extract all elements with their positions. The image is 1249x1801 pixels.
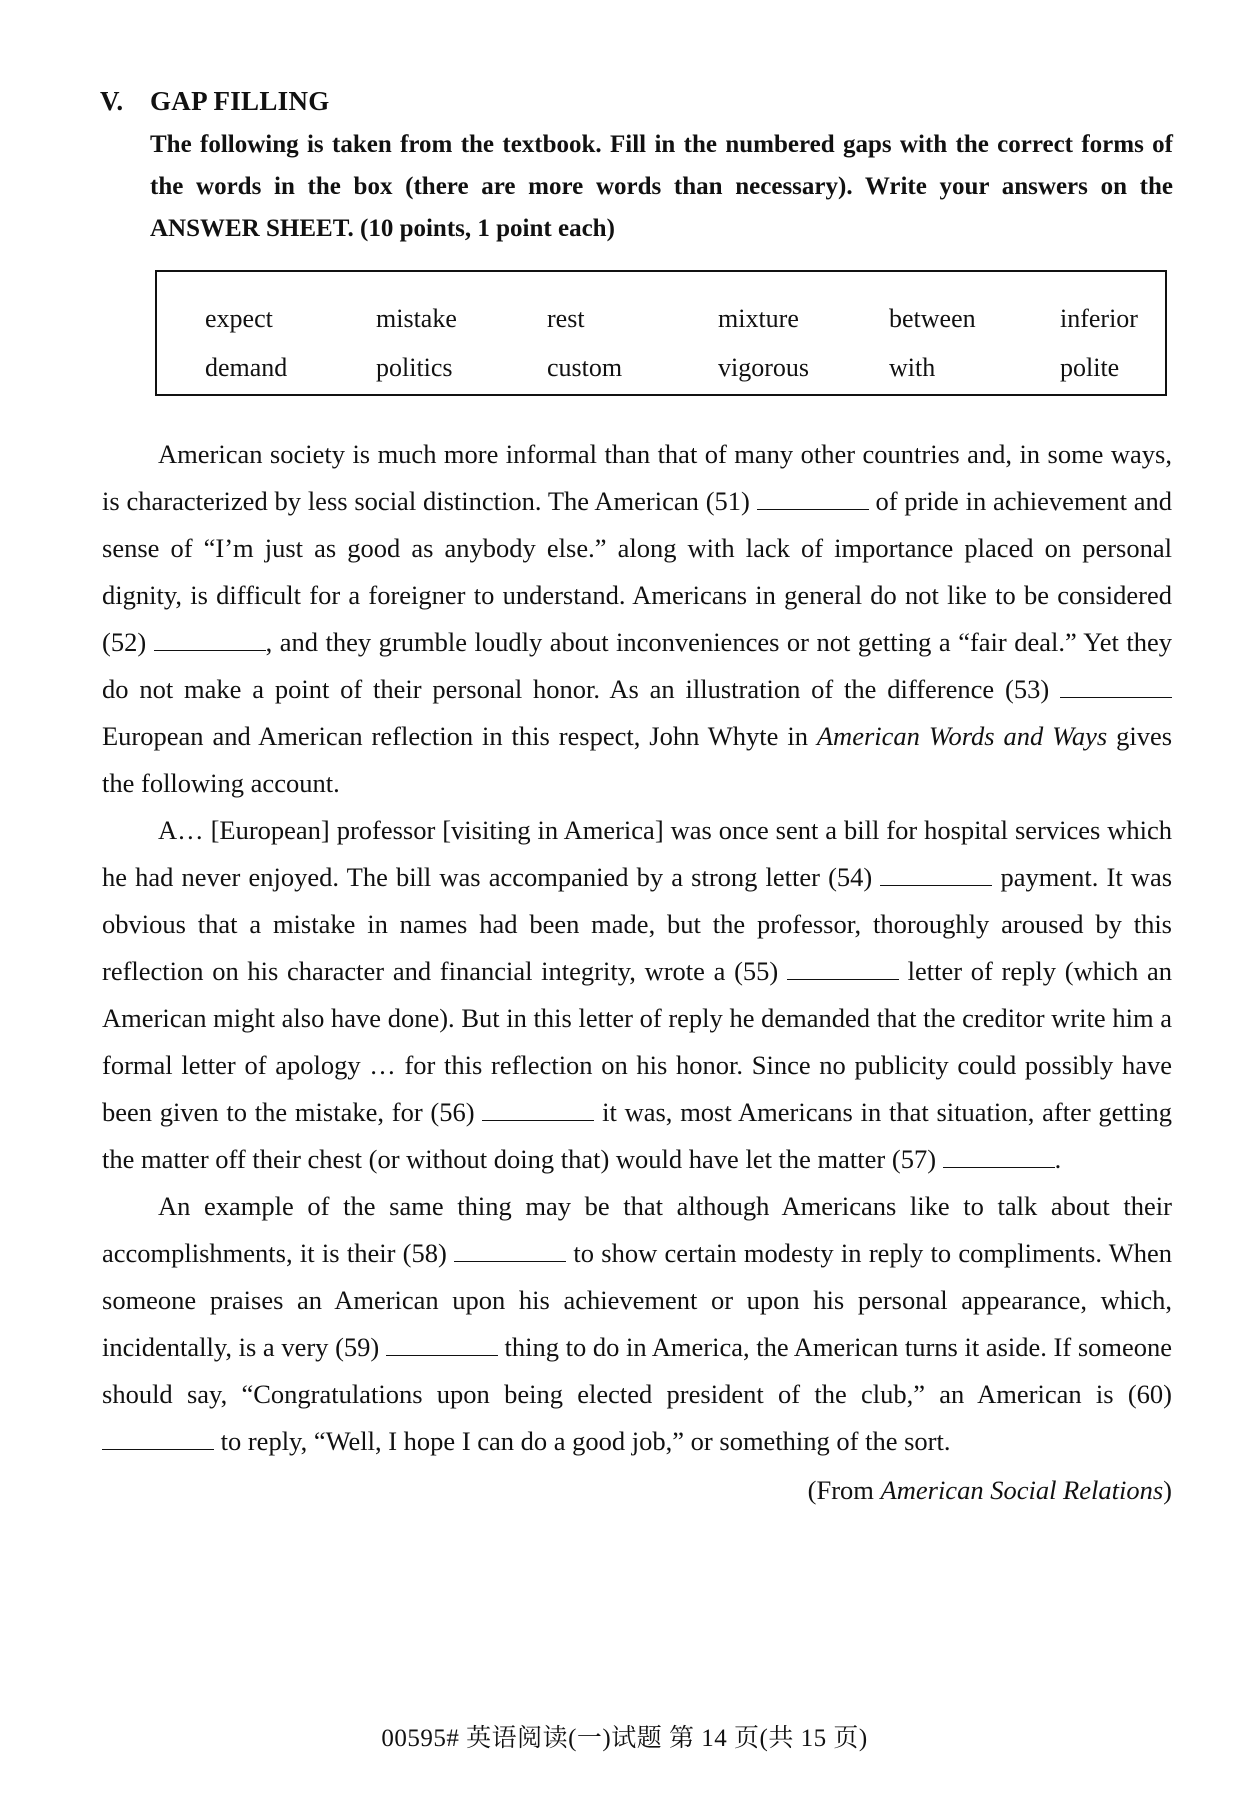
passage-paragraph-1 — [102, 431, 1172, 807]
word-option: mistake — [376, 304, 457, 333]
word-option: between — [889, 304, 976, 333]
passage-text: , and they grumble loudly about inconveniences or not getting a “fair deal.” Yet they do not make a point of their personal honor. As an illustration of the difference — [102, 627, 1172, 704]
passage-text: American society is much more informal than that of many other countries and, in some ways, is characterized by less social distinction. The American — [102, 439, 1172, 516]
gap-blank-58 — [454, 1239, 566, 1262]
section-title: GAP FILLING — [150, 86, 330, 116]
passage-text: . — [1054, 1144, 1062, 1174]
gap-blank-57 — [943, 1145, 1055, 1168]
word-option: mixture — [718, 304, 799, 333]
word-option: inferior — [1060, 304, 1138, 333]
passage-text: gives the following account. — [102, 721, 1173, 798]
passage-text: of pride in achievement and sense of “I’m just as good as anybody else.” along with lack of importance placed on personal dignity, is difficult for a foreigner to understand. Americans in general do not like to be considered — [102, 486, 1173, 610]
word-grid — [205, 294, 1231, 392]
passage-paragraph-2 — [102, 807, 1172, 1183]
passage-text: A… [European] professor [visiting in America] was once sent a bill for hospital services which he had never enjoyed. The bill was accompanied by a strong letter — [102, 815, 1172, 892]
passage-text: letter of reply (which an American might also have done). But in this letter of reply he demanded that the creditor write him a formal letter of apology … for this reflection on his honor. Since no publicity could possibly have been given to the mistake, for — [102, 956, 1172, 1127]
word-box — [155, 270, 1167, 396]
word-option: polite — [1060, 353, 1120, 382]
source-prefix: (From — [807, 1475, 874, 1505]
gap-blank-52 — [154, 628, 266, 651]
gap-blank-51 — [757, 487, 869, 510]
gap-blank-55 — [787, 957, 899, 980]
word-option: with — [889, 353, 936, 382]
gap-blank-56 — [482, 1098, 594, 1121]
passage — [102, 431, 1172, 1514]
word-option: demand — [205, 353, 288, 382]
gap-number: (52) — [102, 627, 147, 657]
passage-text: European and American reflection in this respect, John Whyte in — [102, 721, 808, 751]
source-suffix: ) — [1163, 1475, 1172, 1505]
passage-text: to show certain modesty in reply to compliments. When someone praises an American upon his achievement or upon his personal appearance, which, incidentally, is a very — [102, 1238, 1173, 1362]
section-heading — [100, 86, 330, 117]
word-option: rest — [547, 304, 585, 333]
gap-blank-60 — [102, 1427, 214, 1450]
gap-number: (59) — [335, 1332, 380, 1362]
gap-number: (60) — [1127, 1379, 1173, 1409]
passage-text: to reply, “Well, I hope I can do a good job,” or something of the sort. — [220, 1426, 951, 1456]
source-title: American Social Relations — [880, 1475, 1164, 1505]
gap-number: (54) — [828, 862, 873, 892]
word-option: vigorous — [718, 353, 809, 382]
word-option: custom — [547, 353, 623, 382]
passage-text: thing to do in America, the American turns it aside. If someone should say, “Congratulations upon being elected president of the club,” an American is — [102, 1332, 1173, 1409]
section-number: V. — [100, 86, 124, 116]
word-option: politics — [376, 353, 453, 382]
gap-number: (57) — [891, 1144, 937, 1174]
passage-text: payment. It was obvious that a mistake in names had been made, but the professor, thoroughly aroused by this reflection on his character and financial integrity, wrote a — [102, 862, 1173, 986]
gap-number: (58) — [402, 1238, 447, 1268]
passage-text: An example of the same thing may be that although Americans like to talk about their accomplishments, it is their — [102, 1191, 1172, 1268]
page-footer: 00595# 英语阅读(一)试题 第 14 页(共 15 页) — [381, 1725, 868, 1752]
passage-paragraph-3 — [102, 1183, 1172, 1465]
gap-blank-59 — [386, 1333, 498, 1356]
gap-number: (53) — [1005, 674, 1050, 704]
instructions: The following is taken from the textbook. Fill in the numbered gaps with the correct forms of the words in the box (there are more words than necessary). Write your answers on the ANSWER SHEET. (10 points, 1 point each) — [150, 131, 1173, 242]
source-citation — [102, 1467, 1172, 1514]
word-option: expect — [205, 304, 273, 333]
gap-blank-53 — [1060, 675, 1172, 698]
book-title: American Words and Ways — [816, 721, 1108, 751]
gap-number: (55) — [734, 956, 779, 986]
gap-number: (51) — [705, 486, 750, 516]
gap-number: (56) — [430, 1097, 475, 1127]
gap-blank-54 — [880, 863, 992, 886]
passage-text: it was, most Americans in that situation, after getting the matter off their chest (or without doing that) would have let the matter — [102, 1097, 1173, 1174]
